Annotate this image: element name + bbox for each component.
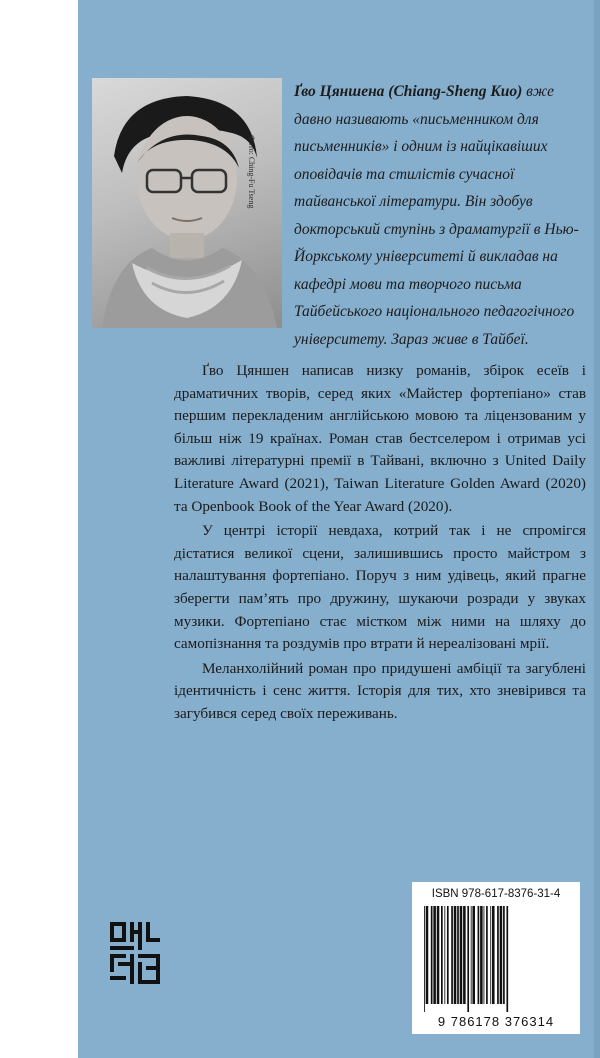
- barcode-bar: [472, 906, 475, 1004]
- barcode-bar: [463, 906, 466, 1004]
- barcode-bar: [451, 906, 453, 1004]
- barcode-bar: [441, 906, 443, 1004]
- barcode-bar: [492, 906, 495, 1004]
- publisher-logo-icon: [110, 922, 162, 984]
- author-bio-text: вже давно називають «письменником для письменників» і одним із найцікавіших оповідачів та стилістів сучасної тайванської літератури. Він здобув докторський ступінь з драматургії в Нью-Йоркському університеті й викладав на кафедрі мови та творчого письма Тайбейського національного педагогічного університету. Зараз живе в Тайбеї.: [294, 83, 579, 348]
- barcode-bar: [471, 906, 472, 1004]
- description-paragraph: Ґво Цяншен написав низку романів, збірок есеїв і драматичних творів, серед яких «Майстер фортепіано» став першим перекладеним англійською мовою та ліцензованим у більш ніж 19 країнах. Роман став бестселером і отримав усі важливі літературні премії в Тайвані, включно з United Daily Literature Award (2021), Taiwan Literature Golden Award (2020) та Openbook Book of the Year Award (2020).: [174, 362, 586, 515]
- author-bio: [294, 78, 586, 353]
- barcode-bar: [500, 906, 503, 1004]
- barcode-bar: [503, 906, 505, 1004]
- description-paragraph: У центрі історії невдаха, котрий так і не спромігся дістатися великої сцени, залишившись просто майстром з налаштування фортепіано. Поруч з ним удівець, який прагне зберегти пам’ять про дружину, шукаючи розради у звуках музики. Фортепіано стає містком між ними на шляху до самопізнання та роздумів про втрати й нереалізовані мрії.: [174, 522, 586, 653]
- barcode-bar: [444, 906, 445, 1004]
- barcode-bar: [433, 906, 436, 1004]
- barcode-bar: [486, 906, 488, 1004]
- isbn-label: ISBN 978-617-8376-31-4: [431, 888, 561, 900]
- barcode-bar: [467, 906, 469, 1012]
- barcode-bar: [437, 906, 440, 1004]
- photo-credit: Фото: Ching-Fu Tseng: [247, 135, 256, 209]
- description-paragraph: Меланхолійний роман про придушені амбіції та загублені ідентичність і сенс життя. Історія для тих, хто зневірився та загубився серед своїх переживань.: [174, 659, 586, 722]
- barcode-bar: [426, 906, 429, 1004]
- barcode-digits: 9 786178 376314: [437, 1014, 555, 1029]
- barcode-bar: [460, 906, 463, 1004]
- barcode-bar: [478, 906, 480, 1004]
- barcode-bar: [480, 906, 483, 1004]
- isbn-barcode: [412, 882, 580, 1034]
- barcode-bar: [484, 906, 485, 1004]
- barcode-bars: [420, 906, 572, 1012]
- barcode-bar: [447, 906, 449, 1004]
- book-back-cover: [78, 0, 600, 1058]
- barcode-bar: [490, 906, 491, 1004]
- barcode-bar: [506, 906, 508, 1012]
- barcode-bar: [457, 906, 459, 1004]
- barcode-bar: [454, 906, 457, 1004]
- barcode-bar: [424, 906, 425, 1012]
- author-name: Ґво Цяншена (Chiang-Sheng Kuo): [294, 83, 523, 100]
- book-description: [174, 360, 586, 726]
- barcode-bar: [497, 906, 499, 1004]
- barcode-bar: [431, 906, 433, 1004]
